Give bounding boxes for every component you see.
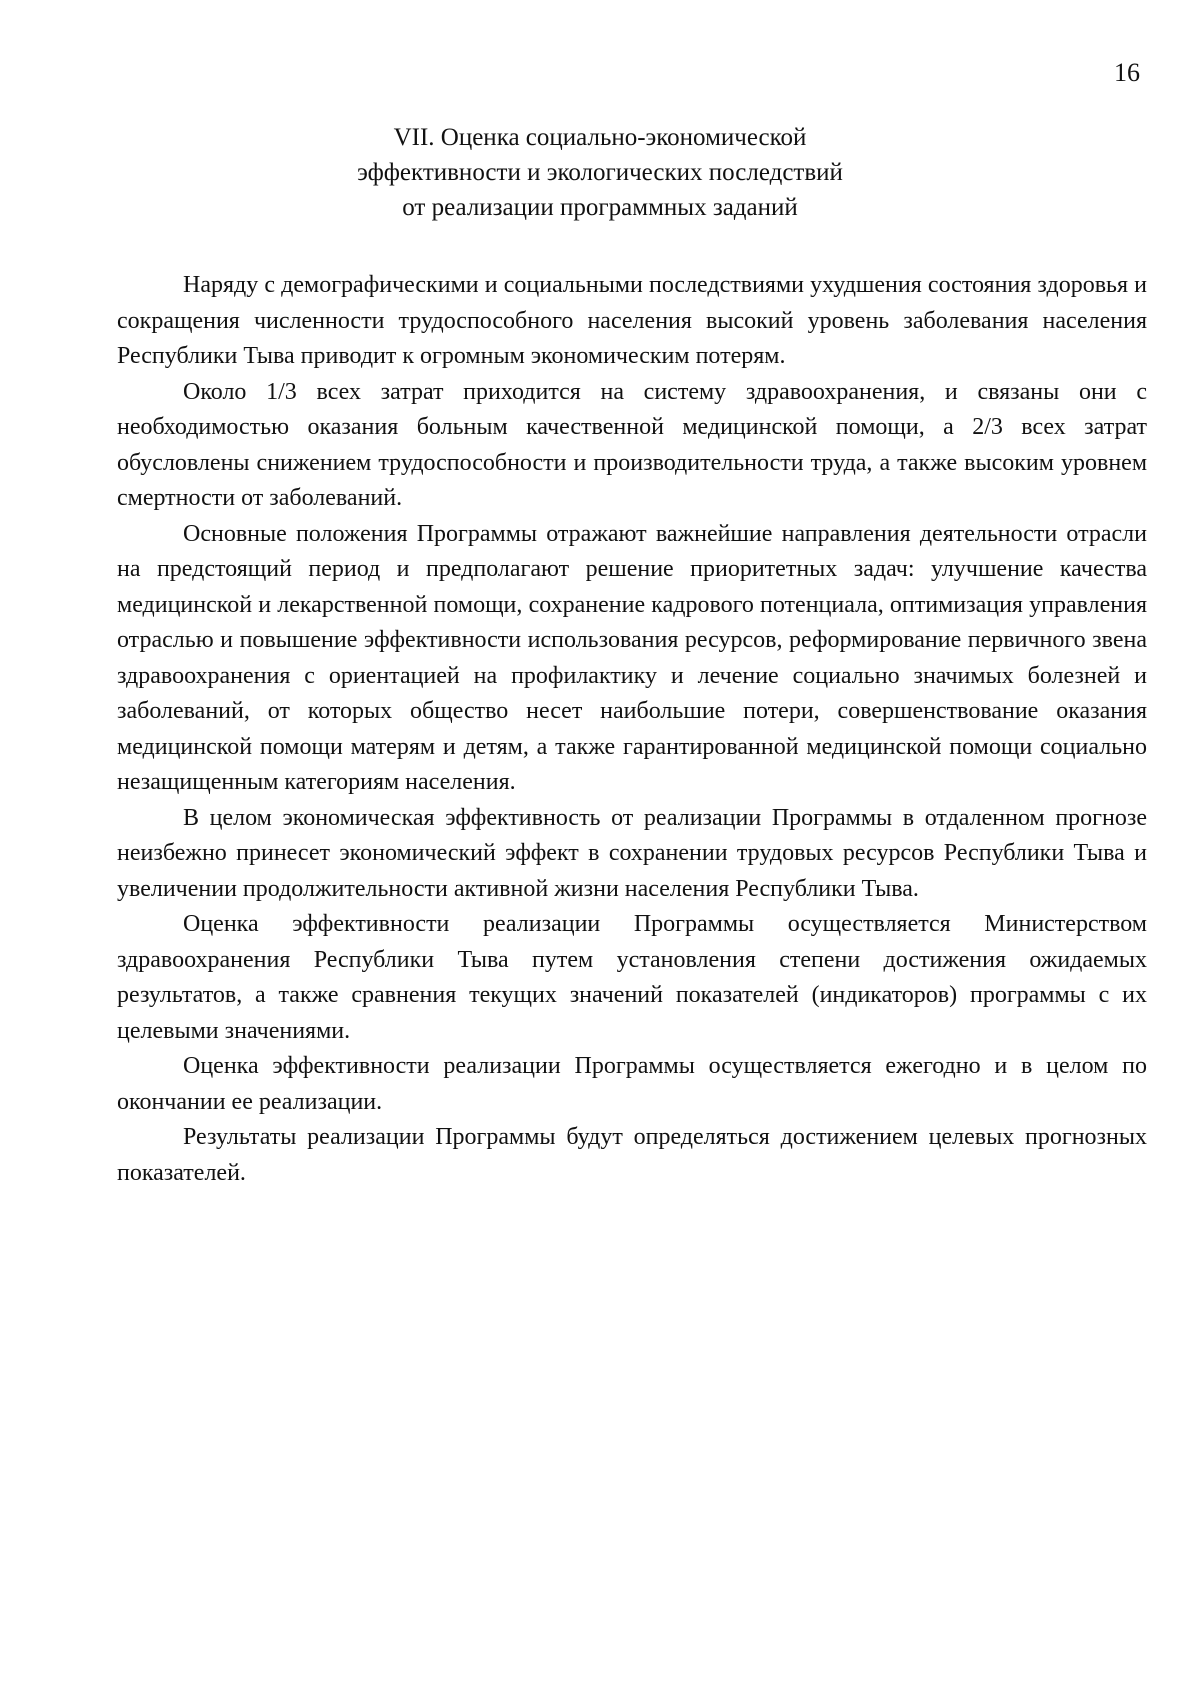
heading-line-1: VII. Оценка социально-экономической — [393, 124, 807, 151]
heading-line-2: эффективности и экологических последствий — [357, 159, 843, 186]
page-number: 16 — [1114, 58, 1140, 87]
heading-line-3: от реализации программных заданий — [402, 194, 798, 221]
paragraph: Результаты реализации Программы будут определяться достижением целевых прогнозных показателей. — [117, 1124, 1147, 1186]
paragraph: В целом экономическая эффективность от реализации Программы в отдаленном прогнозе неизбежно принесет экономический эффект в сохранении трудовых ресурсов Республики Тыва и увеличении продолжительности активной жизни населения Республики Тыва. — [117, 804, 1147, 902]
paragraph: Наряду с демографическими и социальными последствиями ухудшения состояния здоровья и сокращения численности трудоспособного населения высокий уровень заболевания населения Республики Тыва приводит к огромным экономическим потерям. — [117, 272, 1147, 369]
paragraph: Основные положения Программы отражают важнейшие направления деятельности отрасли на предстоящий период и предполагают решение приоритетных задач: улучшение качества медицинской и лекарственной помощи, сохранение кадрового потенциала, оптимизация управления отраслью и повышение эффективности использования ресурсов, реформирование первичного звена здравоохранения с ориентацией на профилактику и лечение социально значимых болезней и заболеваний, от которых общество несет наибольшие потери, совершенствование оказания медицинской помощи матерям и детям, а также гарантированной медицинской помощи социально незащищенным категориям населения. — [117, 520, 1147, 795]
section-heading — [0, 120, 1200, 225]
paragraph: Оценка эффективности реализации Программы осуществляется Министерством здравоохранения Республики Тыва путем установления степени достижения ожидаемых результатов, а также сравнения текущих значений показателей (индикаторов) программы с их целевыми значениями. — [117, 911, 1147, 1044]
paragraph: Оценка эффективности реализации Программы осуществляется ежегодно и в целом по окончании ее реализации. — [117, 1053, 1147, 1115]
paragraph: Около 1/3 всех затрат приходится на систему здравоохранения, и связаны они с необходимостью оказания больным качественной медицинской помощи, а 2/3 всех затрат обусловлены снижением трудоспособности и производительности труда, а также высоким уровнем смертности от заболеваний. — [117, 378, 1147, 511]
body-text — [117, 268, 1147, 1191]
